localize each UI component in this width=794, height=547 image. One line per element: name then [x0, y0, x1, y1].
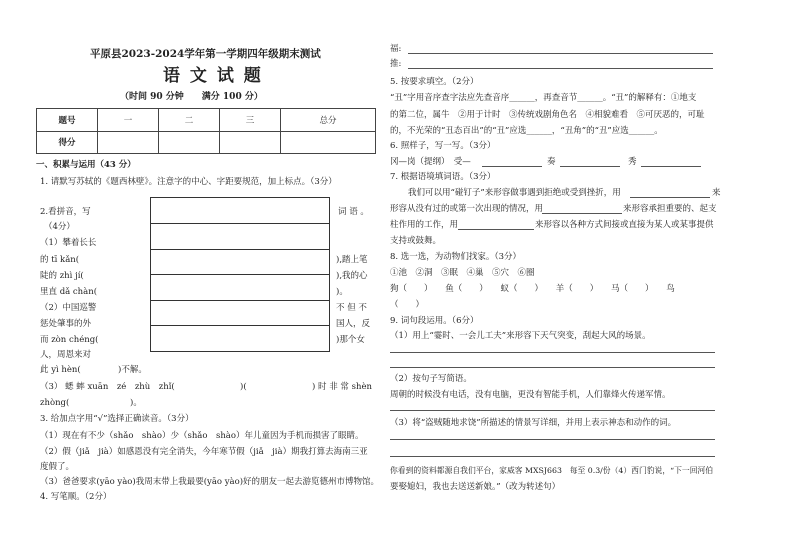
q7-text: 来形容承担重要的、起支 [623, 204, 717, 214]
q7-text: 支持或鼓舞。 [390, 236, 442, 246]
q2-text: 而 zòn chéng( [40, 335, 99, 345]
answer-line[interactable] [542, 213, 622, 214]
q3-item: （1）现在有不少（shǎo shào）少（shǎo shào）年儿童因为手机而损害了眼睛。 [40, 431, 364, 441]
q2-text: 此 yì hèn( [40, 365, 81, 375]
q7-text: 形容从没有过的或第一次出现的情况，用 [390, 204, 544, 214]
q6-char: 奏 [547, 157, 556, 167]
q3-item: （2）假（jiǎ jià）如感恩没有完全消失，今年寒节假（jiǎ jià）期我打算去海南三亚 [40, 447, 368, 457]
q2-text: )。 [336, 287, 348, 297]
q5-text: 的，不光荣的“丑态百出”的“丑”应选______，“丑角”的“丑”应选______。 [390, 126, 663, 136]
q2-text: )。 [130, 398, 142, 408]
answer-line[interactable] [390, 367, 715, 368]
q2-text: ),我的心 [336, 271, 368, 281]
q9-item: 你看到的资料都源自我们平台，家威客 MXSJ663 每至 0.3/份（4）西门豹说，“下一回河伯 [390, 466, 714, 475]
q5-text: “丑”字用音序查字法应先查音序______，再查音节______。“丑”的解释有：①地支 [390, 93, 697, 103]
question-5: 5. 按要求填空。（2分） [390, 77, 479, 87]
q2-text: zhòng( [40, 398, 70, 408]
q3-item: 度假了。 [40, 462, 75, 472]
score-table-row [37, 131, 376, 154]
q7-text: 来形容以各种方式间接或直接为某人或某事提供 [535, 220, 714, 230]
question-7: 7. 根据语境填词语。（3分） [390, 172, 496, 182]
q6-example: 冈—岗（提纲） 受— [390, 157, 471, 167]
exam-title: 平原县2023-2024学年第一学期四年级期末测试 [90, 48, 321, 60]
writing-box-line [151, 223, 329, 224]
exam-meta: （时间 90 分钟 满分 100 分） [120, 92, 263, 102]
q2-text: )那个女 [336, 335, 365, 345]
answer-line[interactable] [390, 352, 715, 353]
answer-line[interactable] [482, 166, 542, 167]
q2-text: （3） 蟋 蟀 xuān zé zhù zhǐ( [40, 382, 175, 392]
q9-item: 要娶媳妇，我也去送送新娘。”（改为转述句） [390, 482, 561, 492]
question-2: 2.看拼音，写 [40, 207, 91, 217]
score-table [36, 108, 376, 154]
answer-line[interactable] [408, 68, 713, 69]
q2-text: )( [240, 382, 247, 392]
stroke-char-label: 推: [390, 59, 402, 69]
score-cell[interactable] [159, 131, 220, 154]
q7-text: 我们可以用“碰钉子”来形容做事遇到拒绝或受到挫折，用 [408, 188, 621, 198]
subject-title: 语 文 试 题 [163, 66, 263, 86]
answer-line[interactable] [630, 197, 710, 198]
question-1: 1. 请默写苏轼的《题西林壁》。注意字的中心、字距要规范，加上标点。（3分） [40, 177, 337, 187]
q2-text: )不解。 [118, 365, 147, 375]
answer-line[interactable] [560, 166, 620, 167]
score-table-header: 一 [98, 109, 159, 132]
stroke-char-label: 福: [390, 44, 402, 54]
writing-box-line [151, 274, 329, 275]
answer-line[interactable] [390, 439, 715, 440]
q2-text: ),踏上笔 [336, 255, 368, 265]
q2-text: 国人，反 [336, 319, 371, 329]
answer-line[interactable] [390, 456, 715, 457]
q2-text: 的 tī kǎn( [40, 255, 80, 265]
writing-box-line [151, 249, 329, 250]
q7-text: 柱作用的工作，用 [390, 220, 459, 230]
q8-options: ①池 ②洞 ③眠 ④巢 ⑤穴 ⑥圈 [390, 268, 535, 278]
score-table-header-row [37, 109, 376, 132]
q3-item: （3）爸爸要求(yāo yào)我周末带上我最要(yāo yào)好的朋友一起去游览德州市博物馆。 [40, 477, 380, 487]
q9-item: 周朝的时候没有电话，没有电脑，更没有智能手机，人们靠烽火传递军情。 [390, 390, 671, 400]
question-6: 6. 照样子，写一写。（3分） [390, 141, 496, 151]
score-table-header: 二 [159, 109, 220, 132]
score-row-label: 得分 [37, 131, 98, 154]
score-table-header: 题号 [37, 109, 98, 132]
score-table-header: 总分 [281, 109, 376, 132]
q8-row: （ ） [390, 300, 425, 310]
q2-text: （1）攀着长长 [40, 238, 97, 248]
q8-row: 狗（ ） 鱼（ ） 蚁（ ） 羊（ ） 马（ ） 鸟 [390, 284, 675, 294]
section-heading: 一、积累与运用（43 分） [36, 160, 136, 170]
q2-text: （2）中国巡警 [40, 303, 97, 313]
q9-item: （1）用上“霎时、一会儿工夫”来形容下天气突变，刮起大风的场景。 [390, 331, 651, 341]
question-4: 4. 写笔顺。（2分） [40, 492, 112, 502]
q9-item: （3）将“盗贼随地求饶”所描述的情景写详细，并用上表示神态和动作的词。 [390, 418, 677, 428]
writing-box-line [151, 300, 329, 301]
q9-item: （2）按句子写简语。 [390, 374, 472, 384]
q2-text: 惩处肇事的外 [40, 319, 92, 329]
q2-text: 里直 dǎ chàn( [40, 287, 98, 297]
answer-line[interactable] [390, 410, 715, 411]
writing-box[interactable] [150, 197, 330, 352]
q7-text: 来 [712, 188, 721, 198]
question-8: 8. 选一选，为动物们找家。（3分） [390, 252, 521, 262]
q2-text: ) 时 非 常 shèn [312, 382, 372, 392]
answer-line[interactable] [458, 229, 534, 230]
q2-text: 词 语 。 [338, 207, 369, 217]
score-cell[interactable] [220, 131, 281, 154]
answer-line[interactable] [641, 166, 701, 167]
score-table-header: 三 [220, 109, 281, 132]
q2-text: 陡的 zhì jí( [40, 271, 84, 281]
q6-char: 秀 [628, 157, 637, 167]
question-9: 9. 词句段运用。（6分） [390, 316, 479, 326]
score-cell[interactable] [98, 131, 159, 154]
q2-points: （4分） [44, 222, 75, 232]
q2-text: 人，周恩来对 [40, 350, 92, 360]
q5-text: 的第二位，属牛 ②用于计时 ③传统戏剧角色名 ④相貌难看 ⑤可厌恶的，可耻 [390, 110, 705, 120]
q2-text: 不 但 不 [336, 303, 367, 313]
answer-line[interactable] [408, 53, 713, 54]
score-cell[interactable] [281, 131, 376, 154]
writing-box-line [151, 325, 329, 326]
question-3: 3. 给加点字用“√”选择正确读音。（3分） [40, 414, 194, 424]
